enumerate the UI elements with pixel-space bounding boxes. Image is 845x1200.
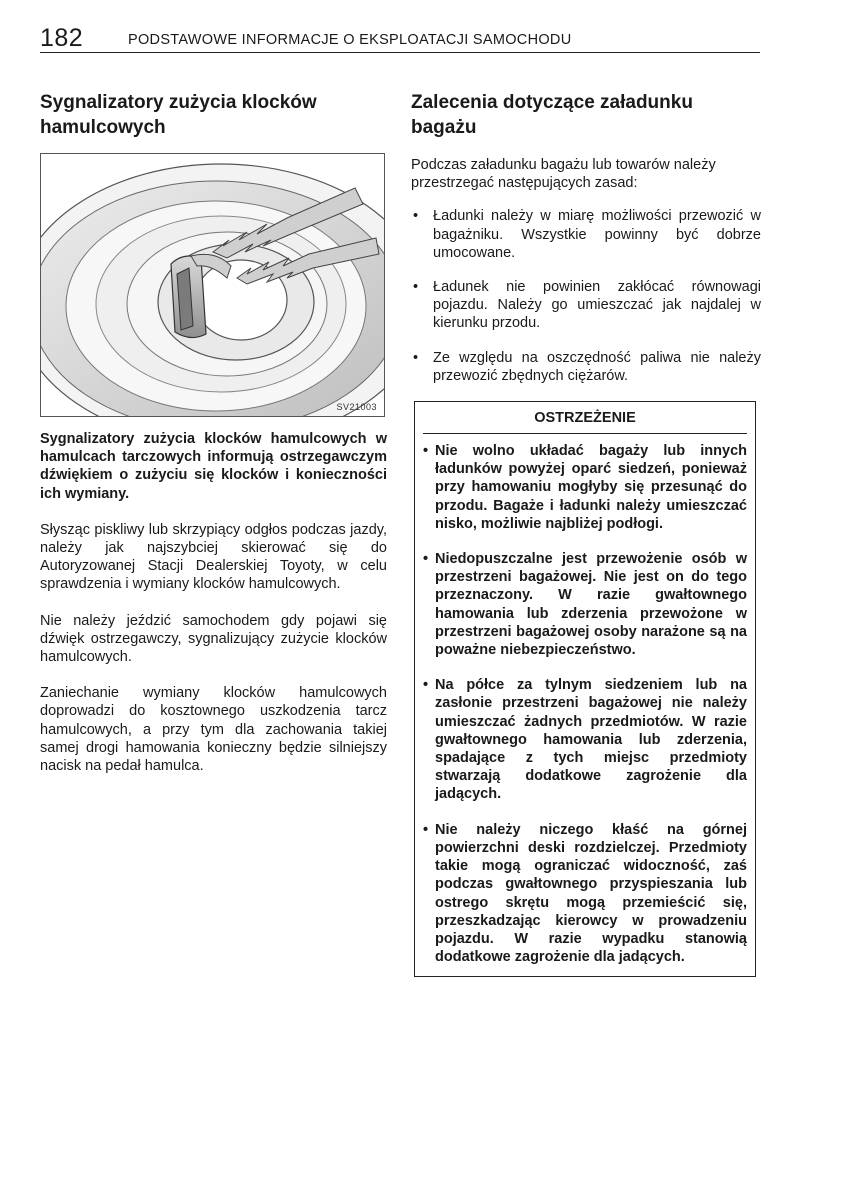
warning-item <box>423 676 747 803</box>
list-item <box>411 278 761 333</box>
list-item <box>411 207 761 262</box>
warning-title: OSTRZEŻENIE <box>423 410 747 434</box>
bullet-icon: • <box>423 443 429 460</box>
section-heading-luggage: Zalecenia dotyczące załadunku bagażu <box>411 92 693 138</box>
brake-disc-drawing <box>41 154 384 416</box>
list-item <box>411 349 761 385</box>
figure-caption: Sygnalizatory zużycia klocków hamulcowych w hamulcach tarczowych informują ostrzegawczym dźwiękiem o zużyciu się klocków i konieczności ich wymiany. <box>40 431 387 502</box>
left-column <box>40 90 387 775</box>
list-item-text: Ładunki należy w miarę możliwości przewozić w bagażniku. Wszystkie powinny być dobrze umocowane. <box>433 208 761 261</box>
bullet-icon: • <box>423 677 429 694</box>
bullet-icon: • <box>423 551 429 568</box>
page-number: 182 <box>40 24 84 52</box>
bullet-icon: • <box>413 208 419 225</box>
warning-box <box>414 401 756 977</box>
right-column <box>411 90 761 977</box>
section-heading-brake-wear: Sygnalizatory zużycia klocków hamulcowych <box>40 92 317 138</box>
warning-list <box>423 442 747 966</box>
warning-item-text: Na półce za tylnym siedzeniem lub na zasłonie przestrzeni bagażowej nie należy umieszczać żadnych przedmiotów. W razie gwałtownego hamowania lub zderzenia, spadające z tych miejsc przedmioty stwarzają dodatkowe zagrożenie dla jadących. <box>435 677 747 803</box>
paragraph: Zaniechanie wymiany klocków hamulcowych doprowadzi do kosztownego uszkodzenia tarcz hamulcowych, a przy tym dla zachowania takiej samej drogi hamowania konieczny będzie silniejszy nacisk na pedał hamulca. <box>40 685 387 775</box>
page-header <box>40 22 760 53</box>
figure-code: SV21003 <box>336 402 377 412</box>
loading-rules-list <box>411 207 761 385</box>
warning-item <box>423 442 747 533</box>
chapter-title: PODSTAWOWE INFORMACJE O EKSPLOATACJI SAMOCHODU <box>128 32 572 48</box>
paragraph: Słysząc piskliwy lub skrzypiący odgłos podczas jazdy, należy jak najszybciej skierować się do Autoryzowanej Stacji Dealerskiej Toyoty, w celu sprawdzenia i wymiany klocków hamulcowych. <box>40 521 387 593</box>
brake-wear-indicator-illustration <box>40 153 385 417</box>
intro-paragraph: Podczas załadunku bagażu lub towarów należy przestrzegać następujących zasad: <box>411 157 716 192</box>
warning-item <box>423 821 747 967</box>
bullet-icon: • <box>413 279 419 296</box>
paragraph: Nie należy jeździć samochodem gdy pojawi się dźwięk ostrzegawczy, sygnalizujący zużycie klocków hamulcowych. <box>40 612 387 666</box>
warning-item-text: Nie należy niczego kłaść na górnej powierzchni deski rozdzielczej. Przedmioty takie mogą ograniczać widoczność, zaś podczas gwałtownego przyspieszania lub ostrego skrętu mogą przemieścić się, przeszkadzając kierowcy w prowadzeniu pojazdu. W razie wypadku stanowią dodatkowe zagrożenie dla jadących. <box>435 821 747 966</box>
list-item-text: Ładunek nie powinien zakłócać równowagi pojazdu. Należy go umieszczać jak najdalej w kierunku przodu. <box>433 279 761 332</box>
bullet-icon: • <box>423 821 429 838</box>
warning-item-text: Niedopuszczalne jest przewożenie osób w przestrzeni bagażowej. Nie jest on do tego przeznaczony. W razie gwałtownego hamowania lub zderzenia przewożone w przestrzeni bagażowej osoby narażone są na poważne niebezpieczeństwo. <box>435 551 747 659</box>
warning-item <box>423 550 747 659</box>
warning-item-text: Nie wolno układać bagaży lub innych ładunków powyżej oparć siedzeń, ponieważ przy hamowaniu mogłyby się przesunąć do przodu. Bagaże i ładunki należy umieszczać nisko, możliwie najbliżej podłogi. <box>435 443 747 532</box>
bullet-icon: • <box>413 349 419 366</box>
list-item-text: Ze względu na oszczędność paliwa nie należy przewozić zbędnych ciężarów. <box>433 349 761 384</box>
